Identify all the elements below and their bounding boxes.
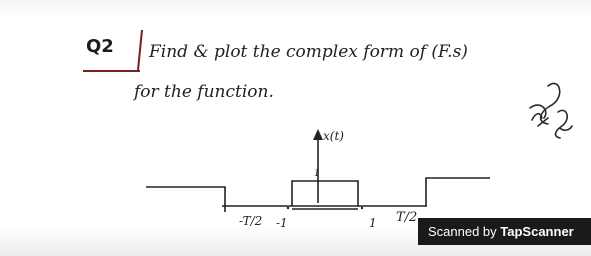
tick-label-neg-t-half: -T/2 — [239, 214, 263, 228]
y-axis-arrow — [313, 129, 323, 140]
scanner-watermark — [418, 218, 591, 245]
signature — [530, 83, 572, 138]
amplitude-label: 1 — [314, 169, 320, 179]
question-text-line-1: Find & plot the complex form of (F.s) — [149, 42, 468, 62]
question-text-line-2: for the function. — [134, 82, 274, 102]
tick-label-pos-one: 1 — [369, 216, 377, 230]
tick-label-neg-one: -1 — [276, 216, 288, 230]
pulse-center — [292, 181, 358, 206]
tick-label-pos-t-half: T/2 — [396, 210, 418, 225]
y-axis-label: x(t) — [323, 129, 344, 143]
watermark-brand: TapScanner — [500, 224, 574, 239]
question-box-divider — [138, 30, 142, 70]
tick-mark-neg1 — [287, 207, 289, 209]
question-number: Q2 — [86, 36, 114, 57]
pulse-left — [146, 187, 225, 212]
tick-mark-pos1 — [361, 207, 363, 209]
pulse-right — [426, 178, 490, 206]
watermark-prefix: Scanned by — [428, 224, 501, 239]
